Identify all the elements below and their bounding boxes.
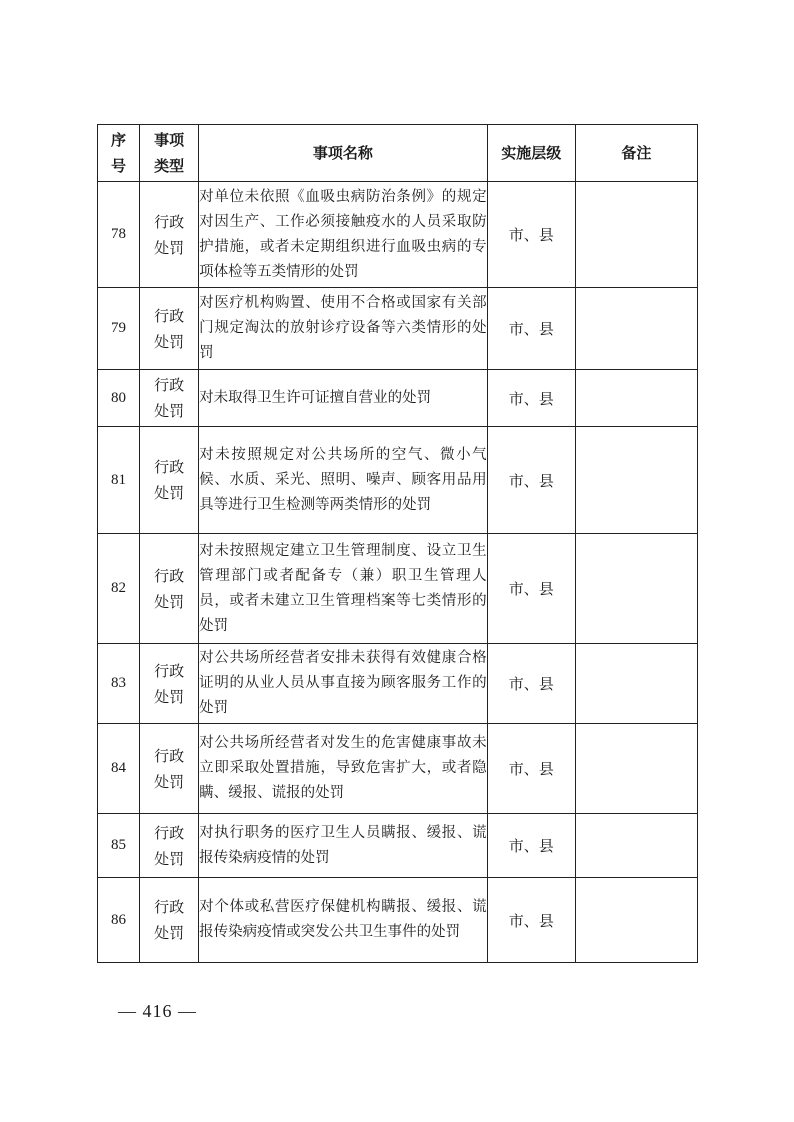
row-name: 对公共场所经营者对发生的危害健康事故未立即采取处置措施，导致危害扩大，或者隐瞒、缓报、谎报的处罚 — [199, 724, 487, 814]
row-number: 84 — [98, 724, 140, 814]
row-note — [575, 814, 697, 878]
row-level: 市、县 — [487, 370, 575, 427]
row-note — [575, 644, 697, 724]
header-type: 事项类型 — [140, 125, 199, 182]
row-name: 对执行职务的医疗卫生人员瞒报、缓报、谎报传染病疫情的处罚 — [199, 814, 487, 878]
row-name: 对个体或私营医疗保健机构瞒报、缓报、谎报传染病疫情或突发公共卫生事件的处罚 — [199, 878, 487, 963]
row-number: 82 — [98, 534, 140, 644]
row-type: 行政处罚 — [140, 644, 199, 724]
header-no: 序号 — [98, 125, 140, 182]
row-level: 市、县 — [487, 878, 575, 963]
row-type: 行政处罚 — [140, 288, 199, 370]
row-type: 行政处罚 — [140, 534, 199, 644]
row-type: 行政处罚 — [140, 814, 199, 878]
row-note — [575, 724, 697, 814]
table-row — [98, 182, 698, 288]
header-name: 事项名称 — [199, 125, 487, 182]
row-type: 行政处罚 — [140, 878, 199, 963]
row-number: 78 — [98, 182, 140, 288]
row-name: 对公共场所经营者安排未获得有效健康合格证明的从业人员从事直接为顾客服务工作的处罚 — [199, 644, 487, 724]
row-note — [575, 370, 697, 427]
row-number: 85 — [98, 814, 140, 878]
row-level: 市、县 — [487, 288, 575, 370]
row-number: 80 — [98, 370, 140, 427]
header-note: 备注 — [575, 125, 697, 182]
row-note — [575, 182, 697, 288]
row-name: 对未取得卫生许可证擅自营业的处罚 — [199, 370, 487, 427]
row-type: 行政处罚 — [140, 182, 199, 288]
table-row — [98, 427, 698, 534]
row-type: 行政处罚 — [140, 724, 199, 814]
row-name: 对未按照规定对公共场所的空气、微小气候、水质、采光、照明、噪声、顾客用品用具等进行卫生检测等两类情形的处罚 — [199, 427, 487, 534]
row-name: 对未按照规定建立卫生管理制度、设立卫生管理部门或者配备专（兼）职卫生管理人员，或者未建立卫生管理档案等七类情形的处罚 — [199, 534, 487, 644]
row-name: 对医疗机构购置、使用不合格或国家有关部门规定淘汰的放射诊疗设备等六类情形的处罚 — [199, 288, 487, 370]
row-type: 行政处罚 — [140, 427, 199, 534]
table-row — [98, 288, 698, 370]
table-row — [98, 370, 698, 427]
row-level: 市、县 — [487, 427, 575, 534]
items-table — [97, 124, 698, 963]
row-number: 81 — [98, 427, 140, 534]
row-name: 对单位未依照《血吸虫病防治条例》的规定对因生产、工作必须接触疫水的人员采取防护措施，或者未定期组织进行血吸虫病的专项体检等五类情形的处罚 — [199, 182, 487, 288]
row-level: 市、县 — [487, 534, 575, 644]
row-number: 83 — [98, 644, 140, 724]
row-type: 行政处罚 — [140, 370, 199, 427]
row-level: 市、县 — [487, 644, 575, 724]
table-row — [98, 878, 698, 963]
table-row — [98, 724, 698, 814]
row-level: 市、县 — [487, 724, 575, 814]
table-row — [98, 644, 698, 724]
table-header-row — [98, 125, 698, 182]
row-level: 市、县 — [487, 814, 575, 878]
row-note — [575, 878, 697, 963]
row-note — [575, 427, 697, 534]
row-note — [575, 534, 697, 644]
header-level: 实施层级 — [487, 125, 575, 182]
table-row — [98, 534, 698, 644]
page-number: — 416 — — [118, 1001, 197, 1021]
row-number: 79 — [98, 288, 140, 370]
row-level: 市、县 — [487, 182, 575, 288]
row-number: 86 — [98, 878, 140, 963]
row-note — [575, 288, 697, 370]
table-row — [98, 814, 698, 878]
